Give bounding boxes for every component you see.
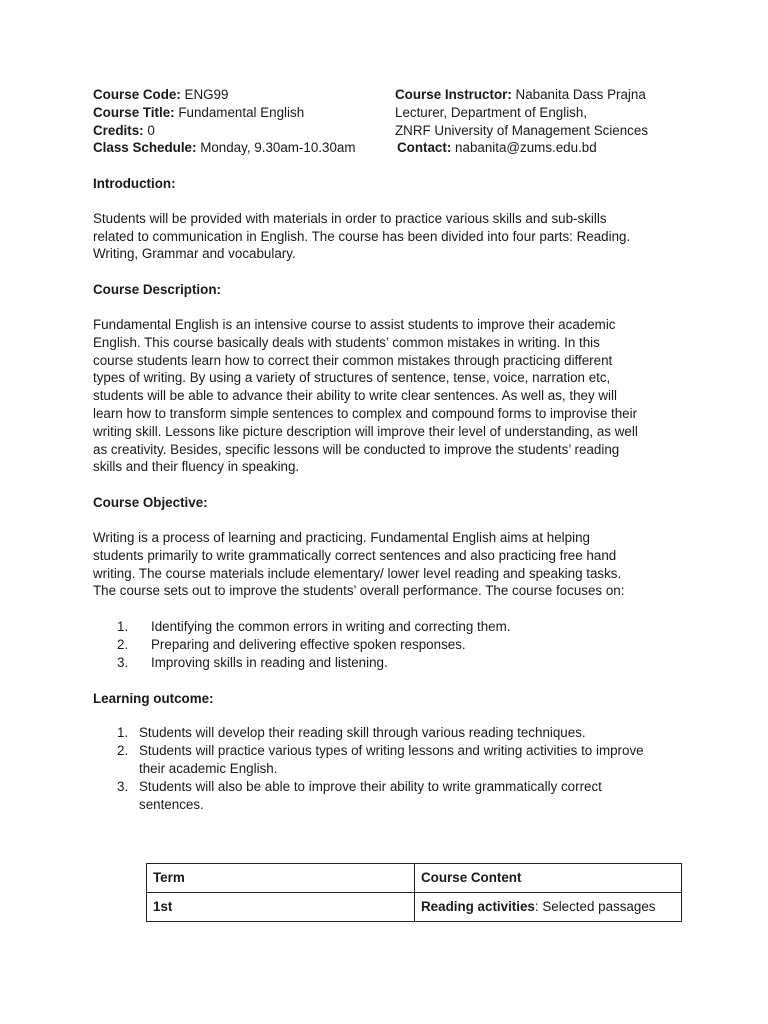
header-row-4 — [93, 139, 693, 157]
objective-list — [93, 618, 683, 671]
objective-text: Writing is a process of learning and practicing. Fundamental English aims at helping students primarily to write grammatically correct sentences and also practicing free hand writing. The course materials include elementary/ lower level reading and speaking tasks. The course sets out to improve the students’ overall performance. The course focuses on: — [93, 529, 625, 599]
list-item: 1. Students will develop their reading skill through various reading techniques. — [117, 725, 586, 741]
credits: Credits: 0 — [93, 122, 155, 138]
introduction-text: Students will be provided with materials in order to practice various skills and sub-skills related to communication in English. The course has been divided into four parts: Reading. Writing, Grammar and vocabulary. — [93, 210, 631, 262]
instructor-university: ZNRF University of Management Sciences — [395, 122, 649, 138]
header-row-1 — [93, 86, 693, 104]
course-content-table — [146, 863, 682, 922]
document-body — [93, 175, 683, 813]
contact: Contact: nabanita@zums.edu.bd — [397, 140, 597, 156]
outcome-heading: Learning outcome: — [93, 690, 214, 706]
outcome-list — [93, 724, 683, 813]
list-item: 2. Preparing and delivering effective spoken responses. — [117, 636, 466, 652]
table-row — [147, 893, 682, 922]
header-row-2 — [93, 104, 693, 122]
course-instructor: Course Instructor: Nabanita Dass Prajna — [395, 87, 646, 102]
table-cell-content: Reading activities: Selected passages — [415, 893, 682, 922]
table-header-content: Course Content — [415, 864, 682, 893]
instructor-role: Lecturer, Department of English, — [395, 104, 588, 120]
course-code: Course Code: ENG99 — [93, 87, 229, 102]
list-item: 1. Identifying the common errors in writing and correcting them. — [117, 619, 511, 635]
course-header — [93, 86, 693, 157]
list-item: 3. Improving skills in reading and listening. — [117, 654, 388, 670]
course-title: Course Title: Fundamental English — [93, 104, 305, 120]
table-cell-term: 1st — [147, 893, 415, 922]
header-row-3 — [93, 122, 693, 140]
objective-heading: Course Objective: — [93, 495, 208, 511]
class-schedule: Class Schedule: Monday, 9.30am-10.30am — [93, 140, 356, 156]
introduction-heading: Introduction: — [93, 176, 176, 191]
description-text: Fundamental English is an intensive course to assist students to improve their academic English. This course basically deals with students’ common mistakes in writing. In this course students learn how to correct their common mistakes through practicing different types of writing. By using a variety of structures of sentence, tense, voice, narration etc, students will be able to advance their ability to write clear sentences. As well as, they will learn how to transform simple sentences to complex and compound forms to improvise their writing skill. Lessons like picture description will improve their level of understanding, as well as creativity. Besides, specific lessons will be conducted to improve the students’ reading skills and their fluency in speaking. — [93, 316, 638, 475]
description-heading: Course Description: — [93, 282, 221, 298]
list-item: 2. Students will practice various types of writing lessons and writing activities to improve their academic English. — [117, 743, 644, 776]
table-header-term: Term — [147, 864, 415, 893]
contact-email[interactable]: nabanita@zums.edu.bd — [455, 140, 597, 156]
list-item: 3. Students will also be able to improve their ability to write grammatically correct sentences. — [117, 778, 602, 812]
table-header-row — [147, 864, 682, 893]
